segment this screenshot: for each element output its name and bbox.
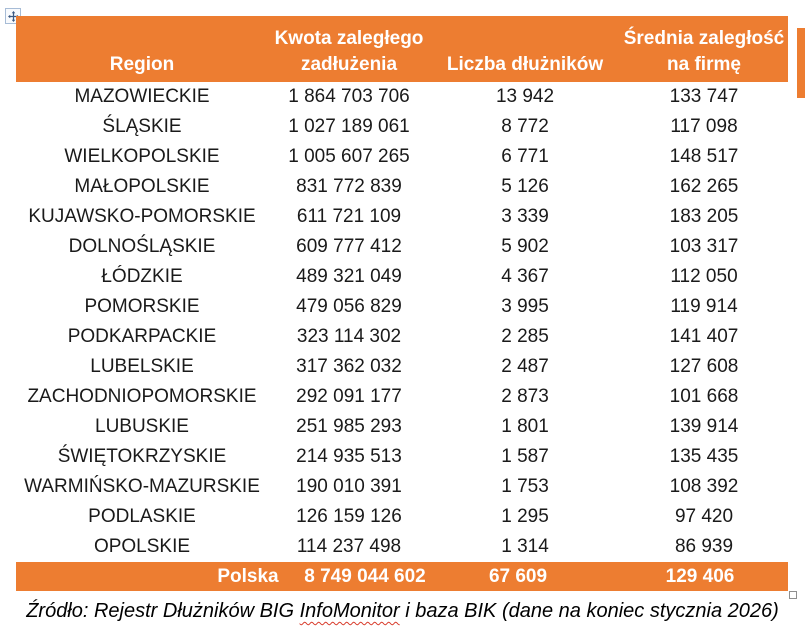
region-cell: LUBELSKIE [90,356,194,377]
debtor-count-cell: 1 295 [501,506,549,527]
average-debt-cell: 97 420 [674,506,734,527]
average-debt-cell: 162 265 [669,176,739,197]
caption-suffix: i baza BIK (dane na koniec stycznia 2026) [399,600,779,622]
region-cell: KUJAWSKO-POMORSKIE [28,206,256,227]
table-row [16,322,788,352]
debt-amount-cell: 292 091 177 [296,386,402,407]
table-row [16,442,788,472]
debt-amount-cell: 611 721 109 [296,206,402,227]
region-cell: DOLNOŚLĄSKIE [68,236,216,257]
table-row [16,82,788,112]
average-debt-cell: 183 205 [669,206,739,227]
table-body [16,82,788,562]
total-row [16,562,788,591]
column-header-label: na firmę [667,54,741,75]
column-header-average-debt [620,16,788,82]
debtor-count-cell: 8 772 [501,116,549,137]
column-header-label: zadłużenia [300,54,398,75]
debtor-count-cell: 1 753 [501,476,549,497]
region-cell: ŚLĄSKIE [102,116,182,137]
average-debt-cell: 141 407 [669,326,739,347]
table-row [16,142,788,172]
debtor-count-cell: 4 367 [501,266,549,287]
region-cell: MAŁOPOLSKIE [74,176,210,197]
table-row [16,172,788,202]
average-debt-cell: 112 050 [670,266,738,287]
region-cell: ZACHODNIOPOMORSKIE [27,386,257,407]
debt-amount-cell: 323 114 302 [296,326,402,347]
region-cell: ŚWIĘTOKRZYSKIE [57,446,227,467]
average-debt-cell: 133 747 [669,86,739,107]
table-row [16,382,788,412]
average-debt-cell: 101 668 [669,386,739,407]
average-debt-cell: 135 435 [669,446,739,467]
region-cell: PODLASKIE [88,506,196,527]
debtor-count-cell: 1 587 [501,446,549,467]
debtor-count-cell: 5 126 [501,176,549,197]
average-debt-cell: 127 608 [669,356,739,377]
column-header-label: Liczba dłużników [446,54,604,75]
debt-amount-cell: 479 056 829 [296,296,402,317]
table-row [16,232,788,262]
table-row [16,502,788,532]
debt-amount-cell: 489 321 049 [296,266,402,287]
debt-amount-cell: 1 005 607 265 [288,146,410,167]
debt-amount-cell: 214 935 513 [296,446,402,467]
debtor-count-cell: 1 801 [501,416,549,437]
debt-amount-cell: 609 777 412 [296,236,402,257]
source-caption [0,600,805,623]
region-cell: WARMIŃSKO-MAZURSKIE [24,476,260,497]
average-debt-cell: 86 939 [674,536,734,557]
table-row [16,202,788,232]
debtor-count-cell: 13 942 [495,86,555,107]
region-cell: LUBUSKIE [95,416,189,437]
table-row [16,472,788,502]
debtor-count-cell: 5 902 [501,236,549,257]
debt-amount-cell: 114 237 498 [296,536,402,557]
debt-amount-cell: 1 027 189 061 [288,116,410,137]
column-header-label: Średnia zaległość [623,28,785,49]
table-row [16,412,788,442]
region-cell: OPOLSKIE [93,536,191,557]
region-cell: PODKARPACKIE [67,326,217,347]
total-debtor-count-cell: 67 609 [488,566,548,587]
debt-amount-cell: 251 985 293 [296,416,402,437]
debtor-count-cell: 1 314 [501,536,549,557]
average-debt-cell: 117 098 [670,116,738,137]
table-row [16,532,788,562]
total-average-debt-cell: 129 406 [665,566,735,587]
debtor-count-cell: 2 873 [501,386,549,407]
debtor-count-cell: 2 285 [501,326,549,347]
debtor-count-cell: 3 995 [501,296,549,317]
debtor-count-cell: 3 339 [501,206,549,227]
column-header-region [16,16,268,82]
caption-prefix: Źródło: Rejestr Dłużników BIG [26,600,300,622]
column-header-debtor-count [430,16,620,82]
debtor-count-cell: 2 487 [501,356,549,377]
column-header-label: Kwota zaległego [274,28,424,49]
cropped-orange-fragment [797,28,805,98]
region-cell: ŁÓDZKIE [101,266,183,287]
region-cell: POMORSKIE [84,296,200,317]
region-cell: MAZOWIECKIE [74,86,210,107]
table-row [16,292,788,322]
debt-amount-cell: 831 772 839 [296,176,402,197]
region-cell: WIELKOPOLSKIE [64,146,220,167]
average-debt-cell: 108 392 [669,476,739,497]
average-debt-cell: 148 517 [669,146,739,167]
debtor-count-cell: 6 771 [501,146,549,167]
debt-table [16,16,788,591]
spellcheck-flagged-word: InfoMonitor [299,600,400,622]
table-header-row [16,16,788,82]
debt-amount-cell: 190 010 391 [296,476,402,497]
debt-amount-cell: 317 362 032 [296,356,402,377]
average-debt-cell: 119 914 [670,296,738,317]
debt-amount-cell: 1 864 703 706 [288,86,410,107]
table-row [16,112,788,142]
total-debt-amount-cell: 8 749 044 602 [304,566,426,587]
table-row [16,262,788,292]
average-debt-cell: 139 914 [669,416,739,437]
total-region-cell: Polska [217,566,279,587]
debt-amount-cell: 126 159 126 [296,506,402,527]
table-row [16,352,788,382]
column-header-label: Region [109,54,175,75]
table-resize-handle[interactable] [789,591,797,599]
average-debt-cell: 103 317 [669,236,739,257]
column-header-debt-amount [268,16,430,82]
